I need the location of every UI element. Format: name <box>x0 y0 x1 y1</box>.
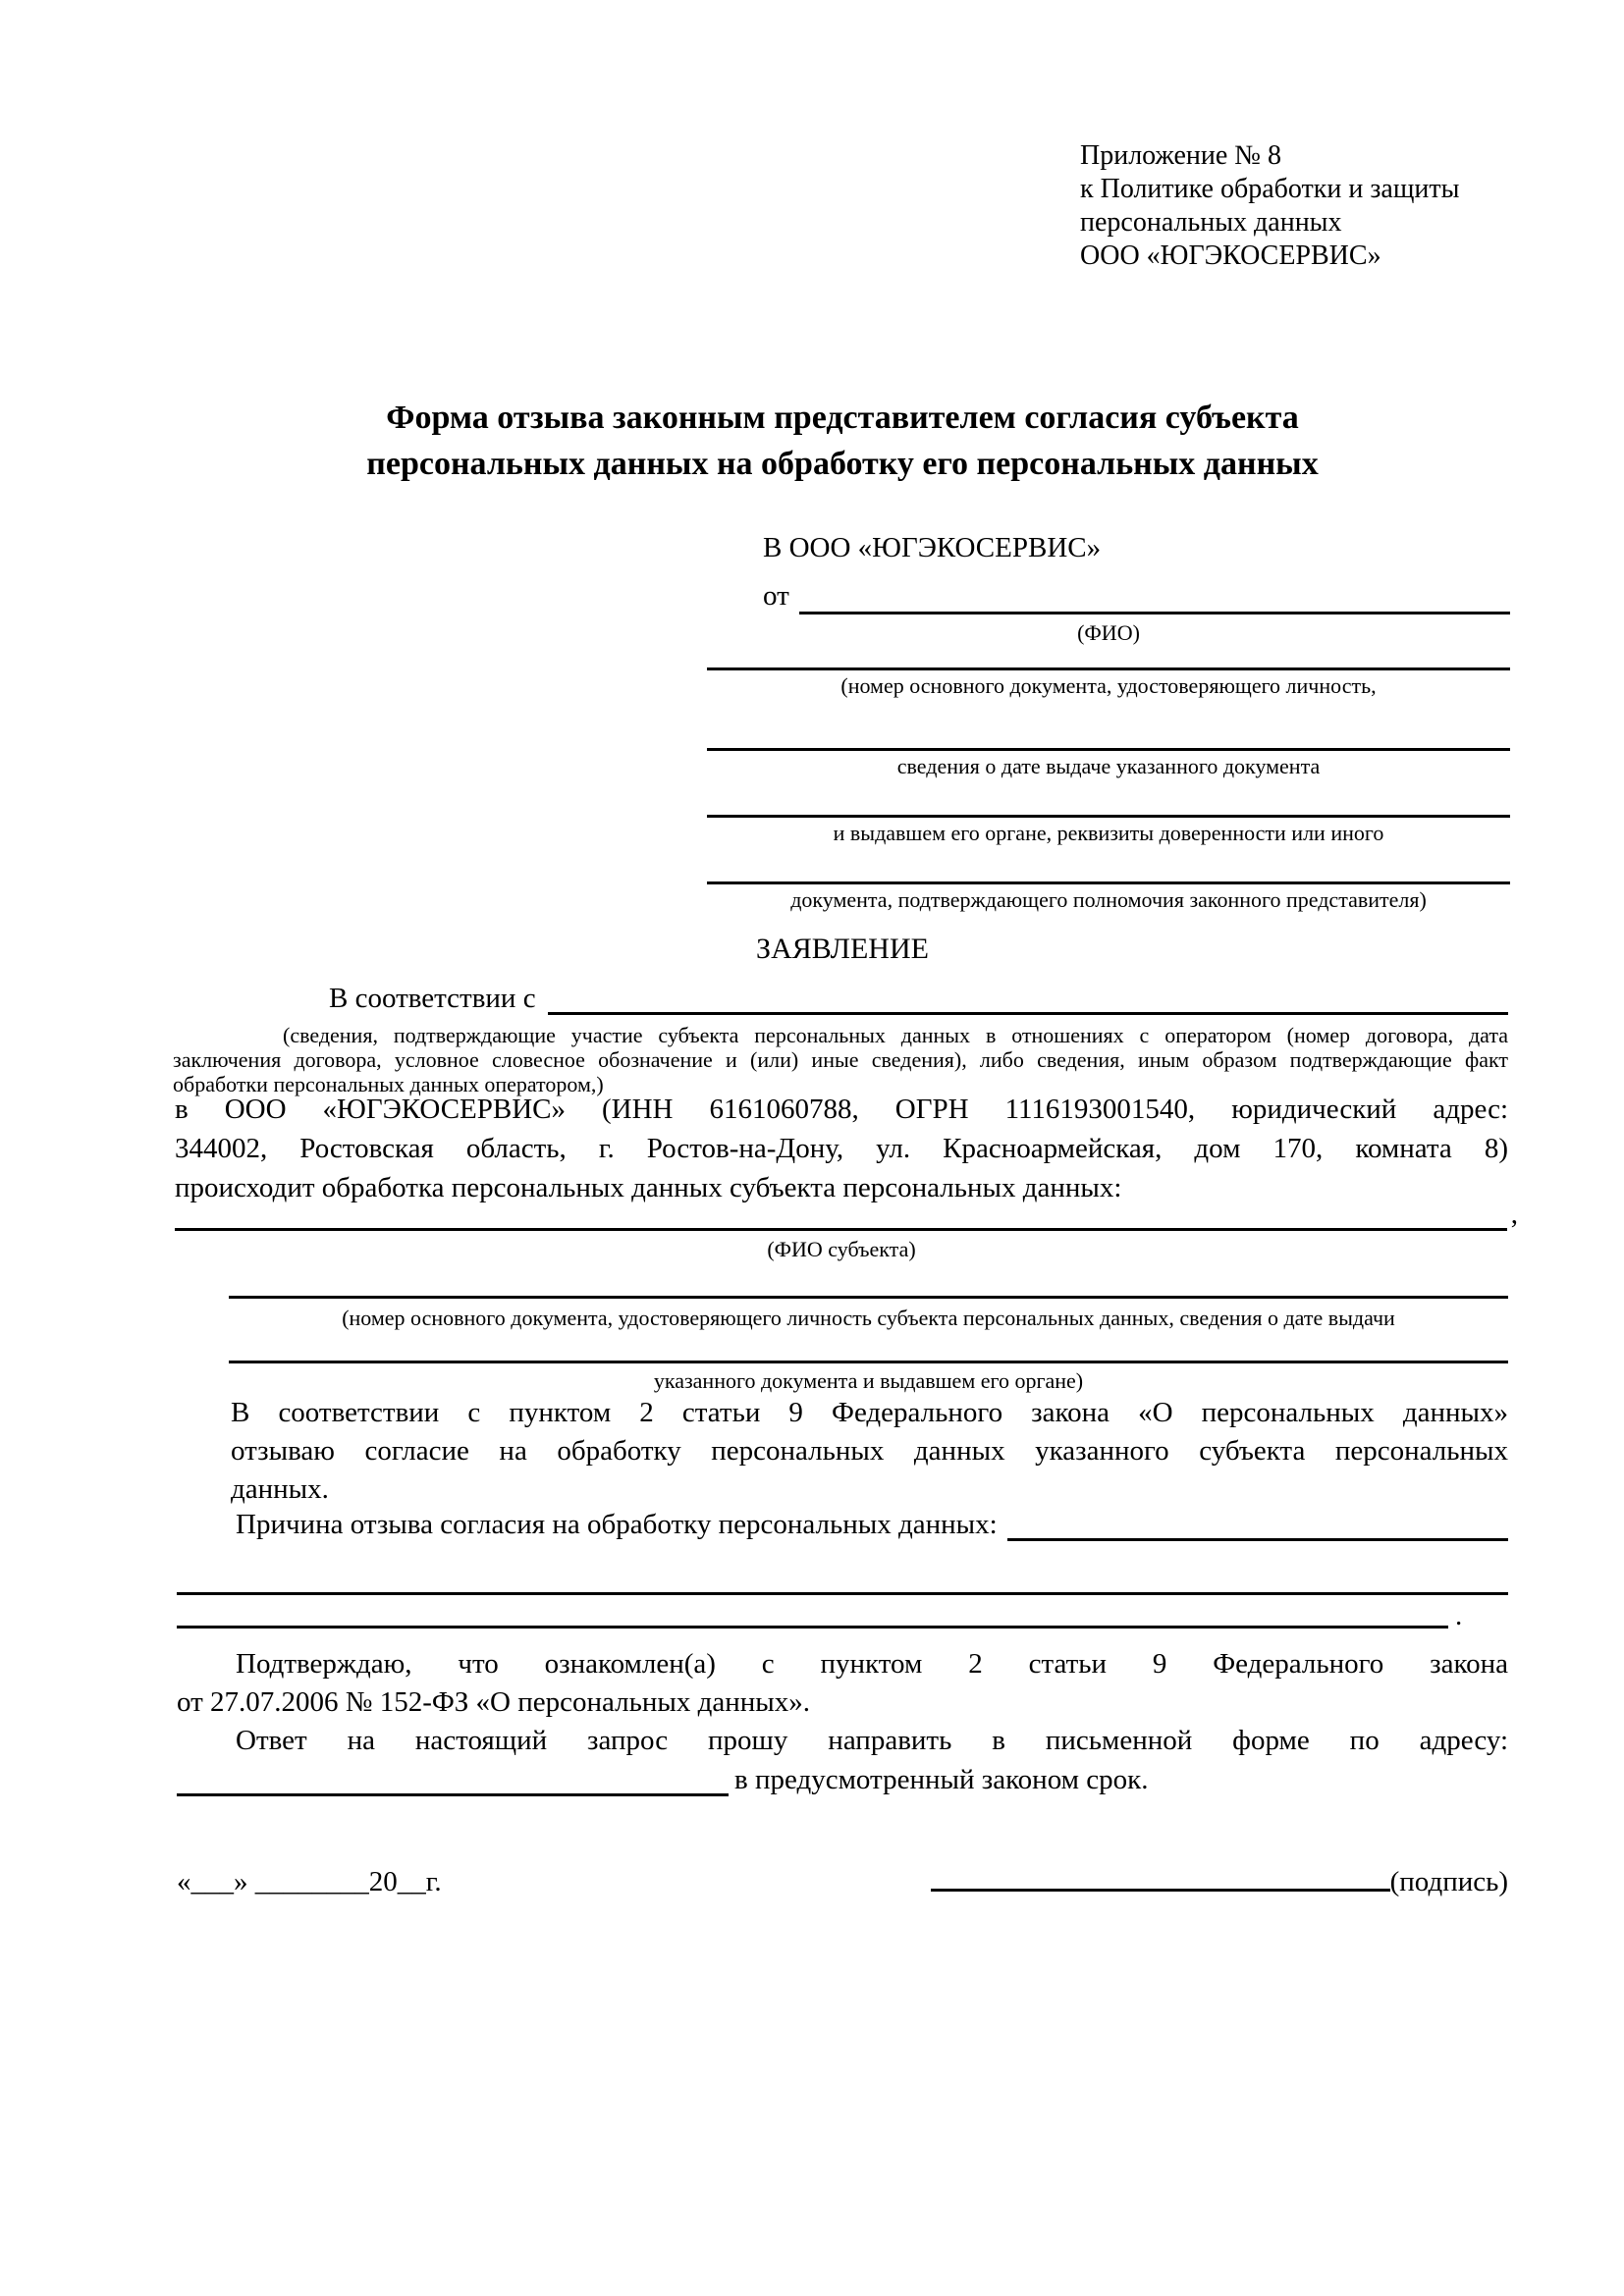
annex-header-line: персональных данных <box>1080 207 1342 238</box>
issue-date-field <box>707 748 1510 779</box>
response-address-row <box>177 1759 1148 1796</box>
blank-line <box>707 748 1510 751</box>
reason-blank-line <box>1007 1538 1508 1541</box>
withdrawal-paragraph-line: В соответствии с пунктом 2 статьи 9 Федерального закона «О персональных данных» <box>231 1397 1508 1428</box>
from-row <box>707 578 1510 614</box>
doc-number-field <box>707 667 1510 699</box>
withdrawal-paragraph <box>231 1394 1508 1509</box>
response-paragraph-line: Ответ на настоящий запрос прошу направить в письменной форме по адресу: <box>236 1725 1508 1756</box>
from-label: от <box>763 580 789 612</box>
blank-line <box>707 881 1510 884</box>
intro-label: В соответствии с <box>329 983 536 1014</box>
withdrawal-paragraph-line: данных. <box>231 1473 329 1505</box>
operator-paragraph <box>175 1090 1508 1207</box>
annex-header-line: к Политике обработки и защиты <box>1080 174 1460 204</box>
intro-row <box>177 978 1508 1015</box>
recipient-block <box>707 530 1510 913</box>
subject-doc-caption: (номер основного документа, удостоверяющего личность субъекта персональных данных, сведения о дате выдачи <box>342 1306 1395 1330</box>
blank-line-caption: и выдавшем его органе, реквизиты доверенности или иного <box>833 821 1384 845</box>
response-paragraph <box>177 1722 1508 1760</box>
date-field: «___» ________20__г. <box>177 1866 442 1897</box>
footer-row <box>177 1857 1508 1898</box>
blank-line-caption: документа, подтверждающего полномочия законного представителя) <box>790 887 1427 912</box>
authority-doc-field <box>707 881 1510 913</box>
recipient-org: В ООО «ЮГЭКОСЕРВИС» <box>763 532 1102 563</box>
fio-caption: (ФИО) <box>1077 620 1140 645</box>
confirmation-paragraph-line: от 27.07.2006 № 152-ФЗ «О персональных данных». <box>177 1686 811 1718</box>
response-tail: в предусмотренный законом срок. <box>734 1764 1149 1795</box>
intro-blank-line <box>548 1012 1508 1015</box>
blank-line-caption: сведения о дате выдаче указанного документа <box>896 754 1321 778</box>
confirmation-paragraph-line: Подтверждаю, что ознакомлен(а) с пунктом 2 статьи 9 Федерального закона <box>236 1648 1508 1680</box>
subject-fio-comma: , <box>1510 1199 1518 1230</box>
subject-fio-caption: (ФИО субъекта) <box>767 1237 916 1261</box>
subject-doc-caption: указанного документа и выдавшем его органе) <box>653 1368 1084 1393</box>
subject-doc-blank-line <box>229 1296 1508 1299</box>
intro-caption-line: заключения договора, условное словесное обозначение и (или) иные сведения), либо сведения, иным образом подтверждающие факт <box>173 1047 1508 1072</box>
reason-row <box>177 1502 1508 1541</box>
statement-heading: ЗАЯВЛЕНИЕ <box>756 933 929 965</box>
withdrawal-paragraph-line: отзываю согласие на обработку персональных данных указанного субъекта персональных <box>231 1435 1508 1467</box>
operator-paragraph-line: 344002, Ростовская область, г. Ростов-на-Дону, ул. Красноармейская, дом 170, комната 8) <box>175 1133 1508 1164</box>
reason-blank-line-2 <box>177 1592 1508 1595</box>
blank-line <box>707 815 1510 818</box>
issuer-field <box>707 815 1510 846</box>
confirmation-paragraph <box>177 1645 1508 1722</box>
signature-blank-line <box>931 1889 1390 1892</box>
operator-paragraph-line: в ООО «ЮГЭКОСЕРВИС» (ИНН 6161060788, ОГРН 1116193001540, юридический адрес: <box>175 1094 1508 1125</box>
annex-header-line: Приложение № 8 <box>1080 140 1281 171</box>
address-blank-line <box>177 1793 729 1796</box>
fio-blank-line <box>799 612 1510 614</box>
reason-label: Причина отзыва согласия на обработку персональных данных: <box>236 1509 998 1540</box>
intro-caption <box>173 1023 1508 1096</box>
blank-line-caption: (номер основного документа, удостоверяющего личность, <box>840 673 1377 698</box>
reason-blank-line-3 <box>177 1626 1448 1629</box>
subject-fio-row <box>175 1194 1518 1231</box>
intro-caption-line: обработки персональных данных оператором,) <box>173 1072 604 1096</box>
annex-header-line: ООО «ЮГЭКОСЕРВИС» <box>1080 240 1381 271</box>
subject-fio-blank-line <box>175 1228 1507 1231</box>
page-title-line: персональных данных на обработку его персональных данных <box>366 446 1319 482</box>
signature-caption: (подпись) <box>1389 1866 1508 1897</box>
operator-paragraph-line: происходит обработка персональных данных субъекта персональных данных: <box>175 1172 1122 1203</box>
intro-caption-line: (сведения, подтверждающие участие субъекта персональных данных в отношениях с оператором (номер договора, дата <box>283 1023 1508 1047</box>
annex-header <box>1080 139 1459 273</box>
blank-line-period: . <box>1455 1600 1463 1631</box>
subject-doc-blank-line <box>229 1361 1508 1363</box>
page-title-line: Форма отзыва законным представителем согласия субъекта <box>386 400 1299 436</box>
blank-line <box>707 667 1510 670</box>
signature-group <box>931 1866 1508 1898</box>
page-title <box>177 395 1508 487</box>
